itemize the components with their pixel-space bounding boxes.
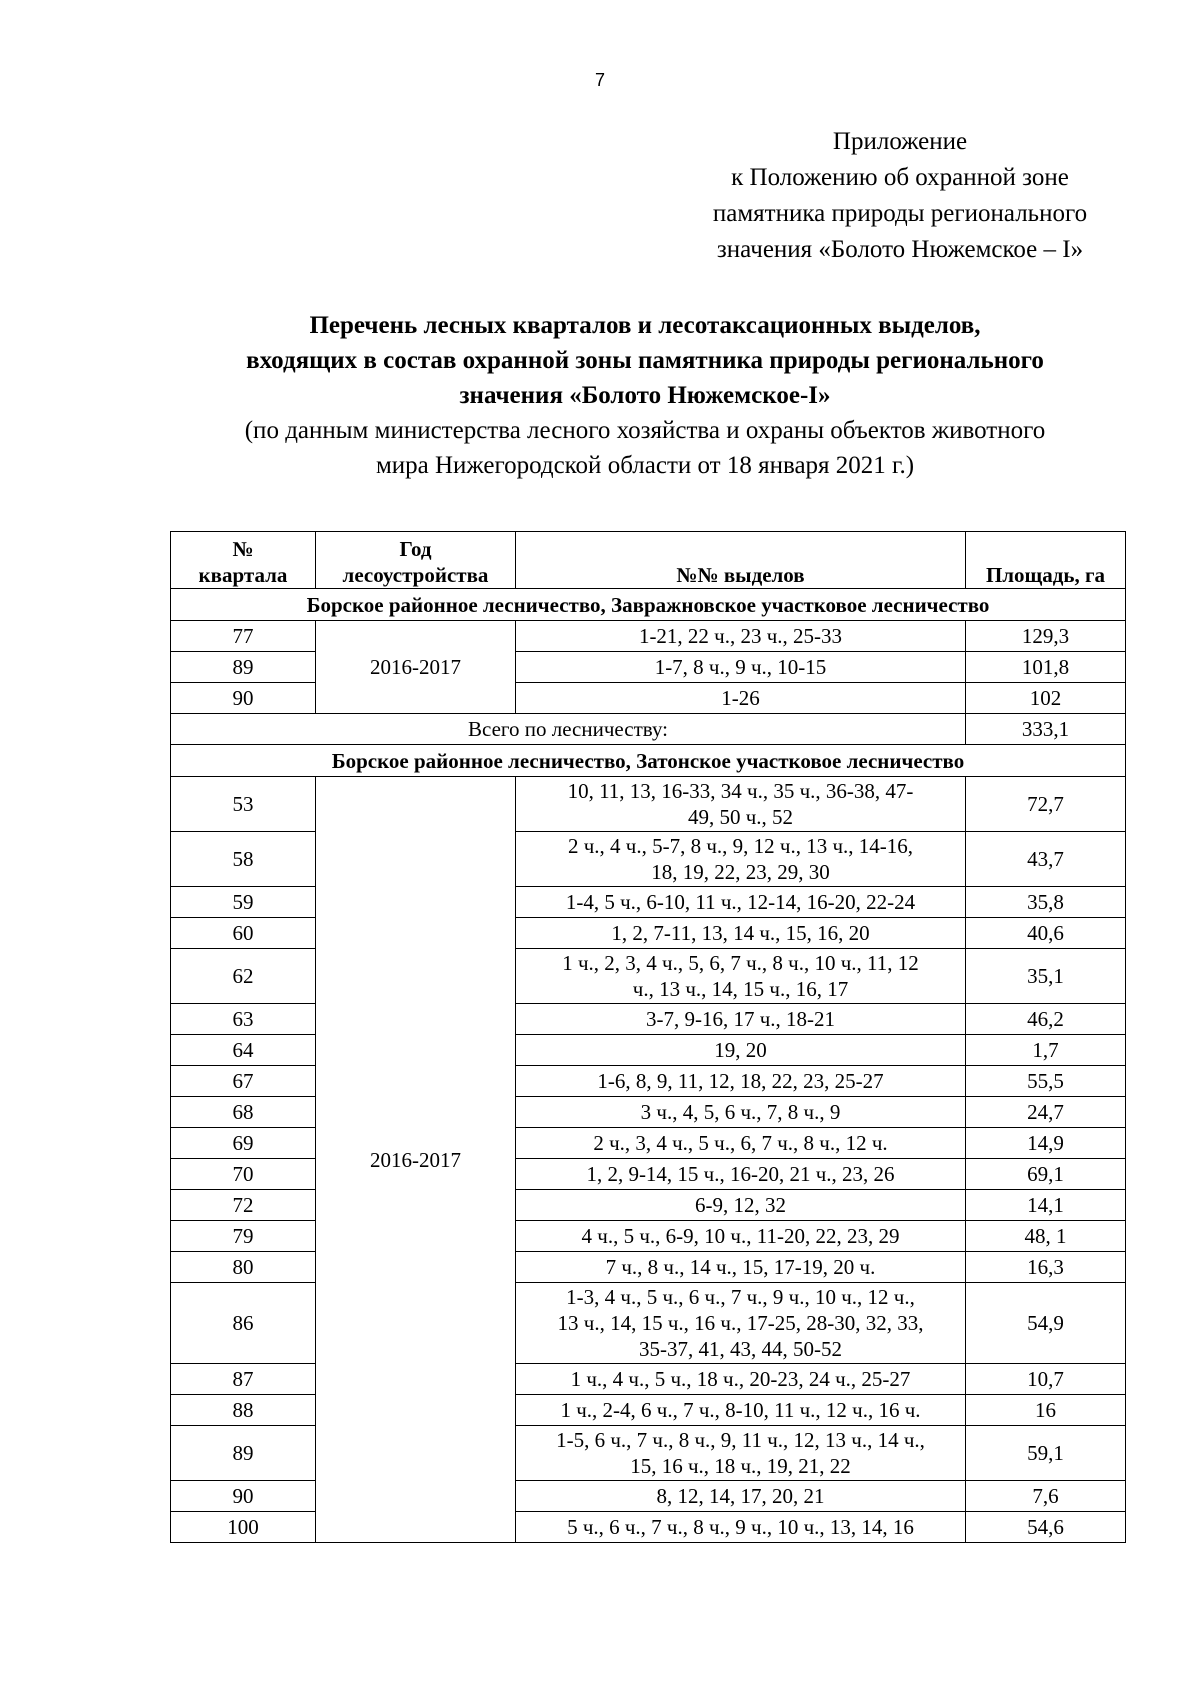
allotments-cell: 8, 12, 14, 17, 20, 21 xyxy=(516,1481,966,1512)
year-cell: 2016-2017 xyxy=(316,777,516,1543)
title-line: значения «Болото Нюжемское-I» xyxy=(459,382,831,409)
table-row xyxy=(171,1283,1126,1364)
quarter-cell: 88 xyxy=(171,1395,316,1426)
total-row xyxy=(171,714,1126,745)
area-cell: 46,2 xyxy=(966,1004,1126,1035)
appendix-line: Приложение xyxy=(832,128,968,155)
allotments-cell: 1-6, 8, 9, 11, 12, 18, 22, 23, 25-27 xyxy=(516,1066,966,1097)
table-row xyxy=(171,1066,1126,1097)
section-header-row xyxy=(171,745,1126,777)
appendix-line: к Положению об охранной зоне xyxy=(731,164,1069,191)
quarter-cell: 64 xyxy=(171,1035,316,1066)
allotments-cell: 1 ч., 2, 3, 4 ч., 5, 6, 7 ч., 8 ч., 10 ч., 11, 12 ч., 13 ч., 14, 15 ч., 16, 17 xyxy=(516,949,966,1004)
area-cell: 102 xyxy=(966,683,1126,714)
allotments-cell: 1-26 xyxy=(516,683,966,714)
total-value: 333,1 xyxy=(966,714,1126,745)
header-area: Площадь, га xyxy=(966,532,1126,589)
table-row xyxy=(171,777,1126,832)
area-cell: 55,5 xyxy=(966,1066,1126,1097)
quarter-cell: 58 xyxy=(171,832,316,887)
quarter-cell: 87 xyxy=(171,1364,316,1395)
quarter-cell: 89 xyxy=(171,652,316,683)
allotments-cell: 19, 20 xyxy=(516,1035,966,1066)
quarter-cell: 59 xyxy=(171,887,316,918)
quarter-cell: 69 xyxy=(171,1128,316,1159)
table-row xyxy=(171,1395,1126,1426)
table-row xyxy=(171,1426,1126,1481)
document-title xyxy=(100,308,1190,483)
title-line: входящих в состав охранной зоны памятника природы регионального xyxy=(246,347,1044,374)
allotments-cell: 3-7, 9-16, 17 ч., 18-21 xyxy=(516,1004,966,1035)
allotments-cell: 1-21, 22 ч., 23 ч., 25-33 xyxy=(516,621,966,652)
title-line: Перечень лесных кварталов и лесотаксационных выделов, xyxy=(309,312,981,339)
table-row xyxy=(171,621,1126,652)
quarter-cell: 100 xyxy=(171,1512,316,1543)
area-cell: 14,9 xyxy=(966,1128,1126,1159)
area-cell: 7,6 xyxy=(966,1481,1126,1512)
table-row xyxy=(171,949,1126,1004)
table-row xyxy=(171,1097,1126,1128)
allotments-cell: 1-3, 4 ч., 5 ч., 6 ч., 7 ч., 9 ч., 10 ч., 12 ч., 13 ч., 14, 15 ч., 16 ч., 17-25, 28-30, 32, 33, 35-37, 41, 43, 44, 50-52 xyxy=(516,1283,966,1364)
allotments-cell: 1-7, 8 ч., 9 ч., 10-15 xyxy=(516,652,966,683)
section-header-row xyxy=(171,589,1126,621)
quarter-cell: 53 xyxy=(171,777,316,832)
header-year: Год лесоустройства xyxy=(316,532,516,589)
quarter-cell: 70 xyxy=(171,1159,316,1190)
section-title: Борское районное лесничество, Затонское участковое лесничество xyxy=(171,745,1126,777)
area-cell: 59,1 xyxy=(966,1426,1126,1481)
area-cell: 48, 1 xyxy=(966,1221,1126,1252)
area-cell: 16 xyxy=(966,1395,1126,1426)
area-cell: 35,8 xyxy=(966,887,1126,918)
allotments-table xyxy=(170,531,1126,1543)
quarter-cell: 89 xyxy=(171,1426,316,1481)
allotments-cell: 3 ч., 4, 5, 6 ч., 7, 8 ч., 9 xyxy=(516,1097,966,1128)
allotments-cell: 2 ч., 3, 4 ч., 5 ч., 6, 7 ч., 8 ч., 12 ч. xyxy=(516,1128,966,1159)
area-cell: 35,1 xyxy=(966,949,1126,1004)
header-quarter: № квартала xyxy=(171,532,316,589)
quarter-cell: 72 xyxy=(171,1190,316,1221)
quarter-cell: 77 xyxy=(171,621,316,652)
allotments-cell: 10, 11, 13, 16-33, 34 ч., 35 ч., 36-38, 47- 49, 50 ч., 52 xyxy=(516,777,966,832)
area-cell: 10,7 xyxy=(966,1364,1126,1395)
area-cell: 69,1 xyxy=(966,1159,1126,1190)
table-row xyxy=(171,1252,1126,1283)
table-header-row xyxy=(171,532,1126,589)
quarter-cell: 60 xyxy=(171,918,316,949)
allotments-cell: 1 ч., 4 ч., 5 ч., 18 ч., 20-23, 24 ч., 25-27 xyxy=(516,1364,966,1395)
total-label: Всего по лесничеству: xyxy=(171,714,966,745)
quarter-cell: 86 xyxy=(171,1283,316,1364)
area-cell: 16,3 xyxy=(966,1252,1126,1283)
allotments-cell: 1-5, 6 ч., 7 ч., 8 ч., 9, 11 ч., 12, 13 ч., 14 ч., 15, 16 ч., 18 ч., 19, 21, 22 xyxy=(516,1426,966,1481)
quarter-cell: 67 xyxy=(171,1066,316,1097)
appendix-line: памятника природы регионального xyxy=(712,200,1088,227)
allotments-cell: 5 ч., 6 ч., 7 ч., 8 ч., 9 ч., 10 ч., 13, 14, 16 xyxy=(516,1512,966,1543)
table-row xyxy=(171,1128,1126,1159)
allotments-cell: 7 ч., 8 ч., 14 ч., 15, 17-19, 20 ч. xyxy=(516,1252,966,1283)
table-row xyxy=(171,1035,1126,1066)
allotments-cell: 1, 2, 7-11, 13, 14 ч., 15, 16, 20 xyxy=(516,918,966,949)
quarter-cell: 90 xyxy=(171,1481,316,1512)
quarter-cell: 90 xyxy=(171,683,316,714)
table-row xyxy=(171,887,1126,918)
table-row xyxy=(171,1364,1126,1395)
appendix-line: значения «Болото Нюжемское – I» xyxy=(716,236,1084,263)
quarter-cell: 62 xyxy=(171,949,316,1004)
table-row xyxy=(171,1190,1126,1221)
area-cell: 54,9 xyxy=(966,1283,1126,1364)
table-row xyxy=(171,1004,1126,1035)
area-cell: 1,7 xyxy=(966,1035,1126,1066)
area-cell: 54,6 xyxy=(966,1512,1126,1543)
area-cell: 14,1 xyxy=(966,1190,1126,1221)
allotments-cell: 2 ч., 4 ч., 5-7, 8 ч., 9, 12 ч., 13 ч., 14-16, 18, 19, 22, 23, 29, 30 xyxy=(516,832,966,887)
table-row xyxy=(171,918,1126,949)
header-allotments: №№ выделов xyxy=(516,532,966,589)
quarter-cell: 80 xyxy=(171,1252,316,1283)
allotments-cell: 1, 2, 9-14, 15 ч., 16-20, 21 ч., 23, 26 xyxy=(516,1159,966,1190)
area-cell: 129,3 xyxy=(966,621,1126,652)
year-cell: 2016-2017 xyxy=(316,621,516,714)
allotments-cell: 1-4, 5 ч., 6-10, 11 ч., 12-14, 16-20, 22-24 xyxy=(516,887,966,918)
appendix-block xyxy=(680,124,1120,268)
area-cell: 40,6 xyxy=(966,918,1126,949)
quarter-cell: 68 xyxy=(171,1097,316,1128)
area-cell: 72,7 xyxy=(966,777,1126,832)
quarter-cell: 79 xyxy=(171,1221,316,1252)
area-cell: 101,8 xyxy=(966,652,1126,683)
quarter-cell: 63 xyxy=(171,1004,316,1035)
table-row xyxy=(171,652,1126,683)
table-row xyxy=(171,832,1126,887)
table-row xyxy=(171,1481,1126,1512)
title-note-line: мира Нижегородской области от 18 января 2021 г.) xyxy=(375,452,915,479)
table-row xyxy=(171,1512,1126,1543)
table-row xyxy=(171,1221,1126,1252)
title-note-line: (по данным министерства лесного хозяйства и охраны объектов животного xyxy=(244,417,1046,444)
section-title: Борское районное лесничество, Завражновское участковое лесничество xyxy=(171,589,1126,621)
area-cell: 43,7 xyxy=(966,832,1126,887)
area-cell: 24,7 xyxy=(966,1097,1126,1128)
allotments-cell: 1 ч., 2-4, 6 ч., 7 ч., 8-10, 11 ч., 12 ч., 16 ч. xyxy=(516,1395,966,1426)
table-row xyxy=(171,1159,1126,1190)
table-row xyxy=(171,683,1126,714)
allotments-cell: 4 ч., 5 ч., 6-9, 10 ч., 11-20, 22, 23, 29 xyxy=(516,1221,966,1252)
allotments-cell: 6-9, 12, 32 xyxy=(516,1190,966,1221)
page-number: 7 xyxy=(594,70,605,90)
